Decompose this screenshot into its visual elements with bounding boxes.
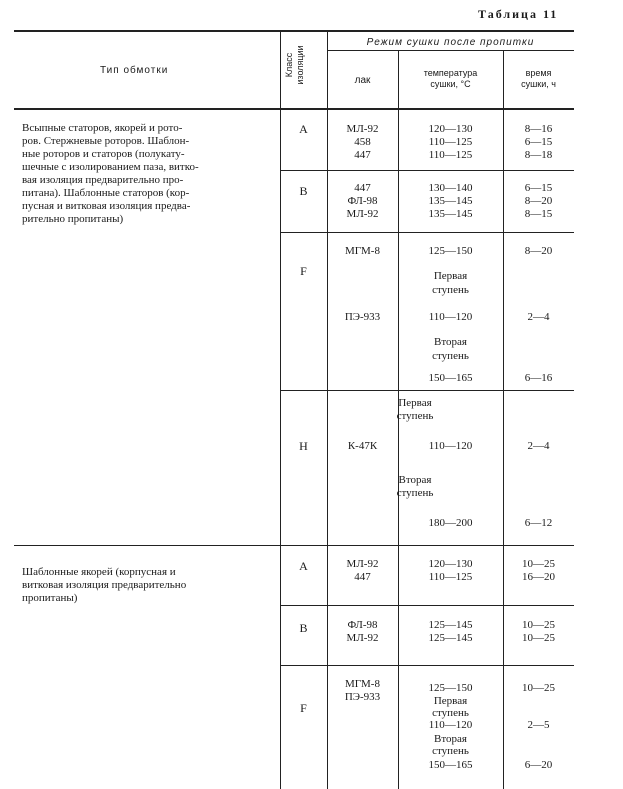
s2-f-time1: 10—25: [522, 682, 555, 694]
s2-f-temp1: 125—150: [428, 682, 473, 694]
section1-line: рительно пропитаны): [22, 213, 124, 225]
s1-f-time1: 8—20: [524, 245, 553, 257]
section1-line: ров. Стержневые роторов. Шаблон-: [22, 135, 190, 147]
header-temp-line2: сушки, °С: [430, 79, 471, 89]
s1-a-time: 8—16: [524, 123, 553, 135]
s1-f-time3: 6—16: [524, 372, 553, 384]
s1-h-stage2: Вторая: [398, 474, 432, 486]
s1-f-stage1: Первая: [433, 270, 468, 282]
s1-h-stage1: ступень: [396, 410, 434, 422]
s1-h-lak: К-47К: [347, 440, 378, 452]
s2-a-time: 10—25: [522, 558, 555, 570]
s2-f-stage1: ступень: [432, 707, 469, 719]
section-divider-rule: [14, 545, 574, 546]
s2-f-time2: 2—5: [527, 719, 550, 731]
s1-a-temp: 110—125: [428, 149, 473, 161]
group-divider: [280, 665, 574, 666]
s1-f-temp1: 125—150: [428, 245, 473, 257]
s2-f-time3: 6—20: [524, 759, 553, 771]
section1-line: ные роторов и статоров (полукату-: [22, 148, 185, 160]
s2-a-lak: 447: [354, 571, 371, 583]
s2-f-lak2: ПЭ-933: [344, 691, 381, 703]
s2-f-stage2: ступень: [432, 745, 469, 757]
header-class-line1: Класс: [284, 52, 294, 78]
s2-f-stage1: Первая: [433, 695, 468, 707]
s1-f-temp2: 110—120: [428, 311, 473, 323]
section2-line: Шаблонные якорей (корпусная и: [22, 566, 176, 578]
header-temp-line1: температура: [423, 68, 478, 78]
s1-class-b: В: [299, 184, 308, 198]
s1-h-temp2: 180—200: [428, 517, 473, 529]
s1-a-time: 8—18: [524, 149, 553, 161]
s1-f-stage1: ступень: [432, 284, 469, 296]
section1-line: пусная и витковая изоляция предва-: [22, 200, 191, 212]
s2-a-temp: 120—130: [428, 558, 473, 570]
s1-f-stage2: ступень: [432, 350, 469, 362]
s2-b-time: 10—25: [522, 619, 555, 631]
s1-f-time2: 2—4: [527, 311, 550, 323]
section2-line: витковая изоляция предварительно: [22, 579, 187, 591]
s1-f-temp3: 150—165: [428, 372, 473, 384]
s1-b-temp: 135—145: [428, 208, 473, 220]
header-group-title: Режим сушки после пропитки: [366, 37, 535, 48]
section1-line: шечные с изолированием паза, витко-: [22, 161, 199, 173]
s2-f-temp3: 150—165: [428, 759, 473, 771]
s1-b-temp: 130—140: [428, 182, 473, 194]
group-divider: [280, 605, 574, 606]
s2-a-lak: МЛ-92: [346, 558, 379, 570]
s2-a-temp: 110—125: [428, 571, 473, 583]
s1-f-lak1: МГМ-8: [345, 245, 380, 257]
s2-f-lak1: МГМ-8: [345, 678, 380, 690]
header-class-line2: изоляции: [295, 45, 305, 85]
s1-b-lak: 447: [354, 182, 371, 194]
s1-h-stage1: Первая: [398, 397, 432, 409]
header-bottom-rule: [14, 108, 574, 110]
group-divider: [280, 390, 574, 391]
header-time-line1: время: [525, 68, 552, 78]
s2-class-a: А: [299, 559, 308, 573]
section1-line: питана). Шаблонные статоров (кор-: [22, 187, 190, 199]
s1-h-time1: 2—4: [527, 440, 550, 452]
s2-f-stage2: Вторая: [434, 733, 467, 745]
s1-class-a: А: [299, 122, 308, 136]
s2-b-temp: 125—145: [428, 619, 473, 631]
s1-a-lak: МЛ-92: [346, 123, 379, 135]
s1-a-temp: 120—130: [428, 123, 473, 135]
group-divider: [280, 170, 574, 171]
s1-a-time: 6—15: [524, 136, 553, 148]
group-rule: [327, 50, 574, 51]
s1-a-temp: 110—125: [428, 136, 473, 148]
s2-b-lak: ФЛ-98: [347, 619, 378, 631]
s2-b-lak: МЛ-92: [346, 632, 379, 644]
header-winding-type: Тип обмотки: [100, 65, 169, 76]
header-time-line2: сушки, ч: [521, 79, 556, 89]
s1-b-time: 6—15: [524, 182, 553, 194]
section1-line: Всыпные статоров, якорей и рото-: [22, 122, 183, 134]
s1-f-lak2: ПЭ-933: [344, 311, 381, 323]
table-title: Таблица 11: [478, 7, 559, 21]
s1-h-stage2: ступень: [396, 487, 434, 499]
s1-h-time2: 6—12: [524, 517, 553, 529]
s1-h-temp1: 110—120: [428, 440, 473, 452]
section1-line: вая изоляция предварительно про-: [22, 174, 184, 186]
s2-a-time: 16—20: [522, 571, 555, 583]
s1-a-lak: 458: [354, 136, 371, 148]
section2-line: пропитаны): [22, 592, 78, 604]
col-divider-1: [280, 30, 281, 789]
s2-class-b: В: [299, 621, 308, 635]
header-lak: лак: [354, 75, 371, 86]
s2-b-time: 10—25: [522, 632, 555, 644]
s1-b-temp: 135—145: [428, 195, 473, 207]
s1-class-h: Н: [299, 439, 308, 453]
s1-class-f: F: [300, 264, 307, 278]
s1-b-lak: МЛ-92: [346, 208, 379, 220]
s2-f-temp2: 110—120: [428, 719, 473, 731]
s1-b-time: 8—20: [524, 195, 553, 207]
s2-class-f: F: [300, 701, 307, 715]
s2-b-temp: 125—145: [428, 632, 473, 644]
group-divider: [280, 232, 574, 233]
s1-b-lak: ФЛ-98: [347, 195, 378, 207]
s1-b-time: 8—15: [524, 208, 553, 220]
header-class-vertical: [283, 30, 323, 100]
s1-a-lak: 447: [354, 149, 371, 161]
s1-f-stage2: Вторая: [434, 336, 467, 348]
